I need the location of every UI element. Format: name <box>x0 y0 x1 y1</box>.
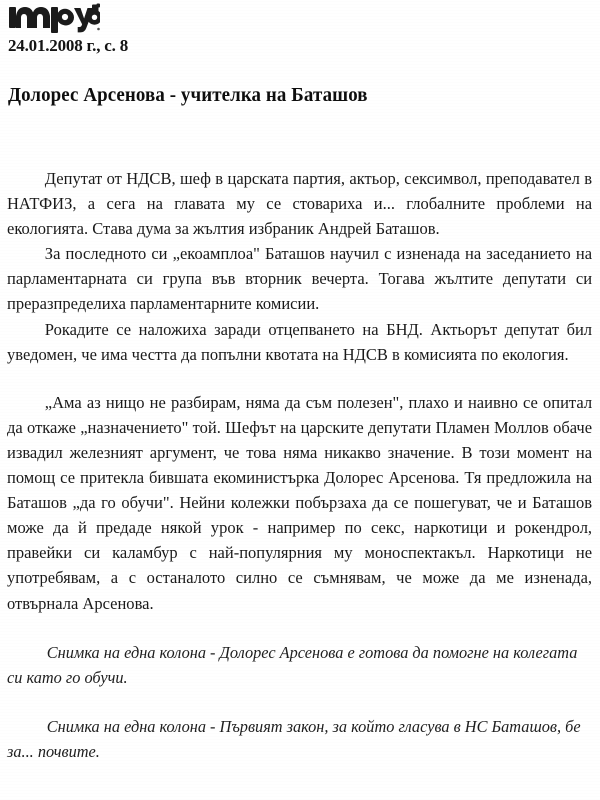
caption-spacer <box>7 616 595 640</box>
article-paragraph: За последното си „екоамплоа" Баташов научил с изненада на заседанието на парламентарната си група във вторник вечерта. Тогава жълтите депутати си преразпределиха парламентарните комисии. <box>7 244 593 314</box>
paragraph-spacer <box>7 367 595 390</box>
photo-caption: Снимка на една колона - Долорес Арсенова е готова да помогне на колегата си като го обучи. <box>7 642 578 687</box>
photo-caption: Снимка на една колона - Първият закон, за който гласува в НС Баташов, бе за... почвите. <box>7 716 581 761</box>
issue-date-and-page: 24.01.2008 г., с. 8 <box>8 36 129 55</box>
article-headline: Долорес Арсенова - учителка на Баташов <box>8 85 368 106</box>
caption-spacer <box>7 690 595 714</box>
article-paragraph: „Ама аз нищо не разбирам, няма да съм полезен", плахо и наивно се опитал да откаже „назначението" той. Шефът на царските депутати Пламен Моллов обаче извадил железният аргумент, че това няма никакво значение. В този момент на помощ се притекла бившата екоминистърка Долорес Арсенова. Тя предложила на Баташов „да го обучи". Нейни колежки побързаха да се пошегуват, че и Баташов може да й предаде някой урок - например по секс, наркотици и рокендрол, правейки си каламбур с най-популярния му моноспектакъл. Наркотици не употребявам, а с останалото силно се съмнявам, че може да ме изненада, отвърнала Арсенова. <box>7 392 593 613</box>
article-paragraph: Рокадите се наложиха заради отцепването на БНД. Актьорът депутат бил уведомен, че има честта да попълни квотата на НДСВ в комисията по екология. <box>7 319 593 364</box>
trud-masthead-logo-icon <box>8 3 100 33</box>
article-body <box>7 166 595 764</box>
article-paragraph: Депутат от НДСВ, шеф в царската партия, актьор, сексимвол, преподавател в НАТФИЗ, а сега на главата му се стовариха и... глобалните проблеми на екологията. Става дума за жълтия избраник Андрей Баташов. <box>7 169 593 239</box>
masthead <box>8 3 568 33</box>
